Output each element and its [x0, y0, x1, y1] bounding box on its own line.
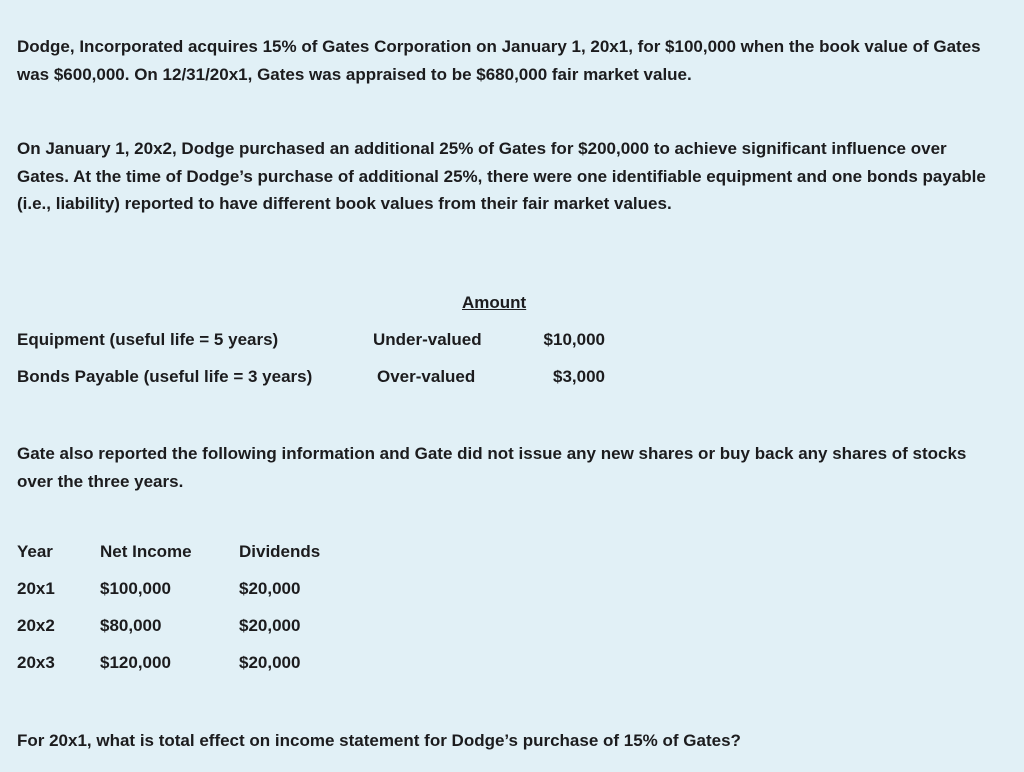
net-income-cell: $100,000	[100, 579, 171, 598]
dividends-cell: $20,000	[239, 579, 301, 598]
adjustment-amount-equipment: $10,000	[543, 330, 605, 349]
intro-paragraph: Dodge, Incorporated acquires 15% of Gates Corporation on January 1, 20x1, for $100,000 when the book value of Gates was $600,000. On 12/31/20x1, Gates was appraised to be $680,000 fair market value.	[17, 37, 981, 84]
net-income-cell: $120,000	[100, 653, 171, 672]
amount-column-header: Amount	[462, 293, 527, 312]
adjustment-status-equipment: Under-valued	[373, 330, 482, 349]
net-income-cell: $80,000	[100, 616, 162, 635]
year-cell: 20x1	[17, 579, 55, 598]
column-header-dividends: Dividends	[239, 542, 321, 561]
adjustment-item-equipment: Equipment (useful life = 5 years)	[17, 330, 279, 349]
column-header-net-income: Net Income	[100, 542, 192, 561]
question-text: For 20x1, what is total effect on income statement for Dodge’s purchase of 15% of Gates?	[17, 731, 741, 750]
gates-info-paragraph: Gate also reported the following information and Gate did not issue any new shares or buy back any shares of stocks over the three years.	[17, 444, 967, 491]
adjustment-amount-bonds-payable: $3,000	[553, 367, 605, 386]
year-cell: 20x2	[17, 616, 55, 635]
adjustment-item-bonds-payable: Bonds Payable (useful life = 3 years)	[17, 367, 313, 386]
column-header-year: Year	[17, 542, 53, 561]
dividends-cell: $20,000	[239, 616, 301, 635]
additional-purchase-paragraph: On January 1, 20x2, Dodge purchased an additional 25% of Gates for $200,000 to achieve significant influence over Gates. At the time of Dodge’s purchase of additional 25%, there were one identifiable equipment and one bonds payable (i.e., liability) reported to have different book values from their fair market values.	[17, 139, 986, 213]
adjustment-status-bonds-payable: Over-valued	[377, 367, 476, 386]
dividends-cell: $20,000	[239, 653, 301, 672]
year-cell: 20x3	[17, 653, 55, 672]
